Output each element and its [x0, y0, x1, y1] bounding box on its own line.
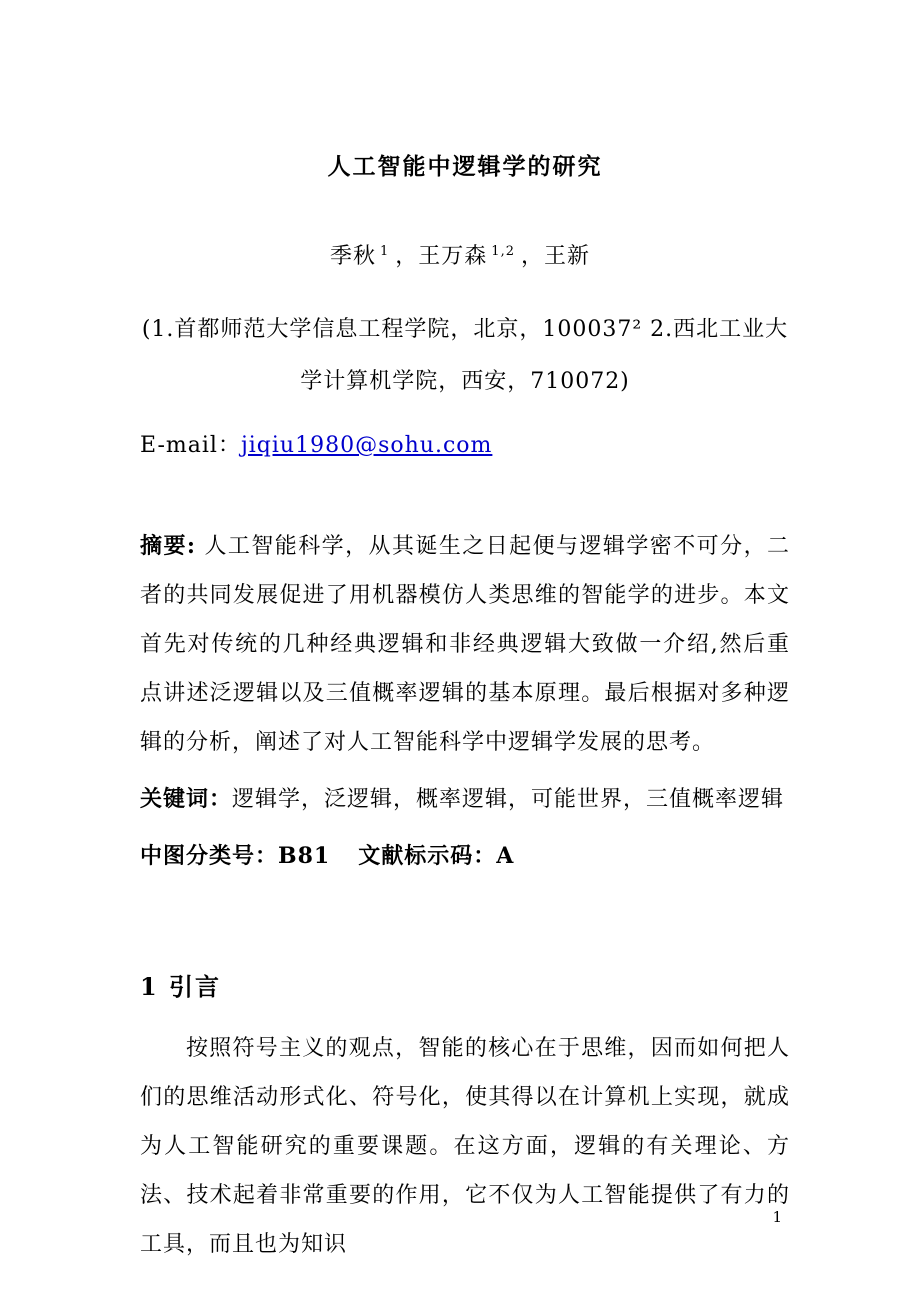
- keywords-text: 逻辑学，泛逻辑，概率逻辑，可能世界，三值概率逻辑: [232, 787, 785, 812]
- page-title: 人工智能中逻辑学的研究: [327, 153, 603, 180]
- keywords-label: 关键词：: [140, 786, 233, 812]
- page-number: 1: [772, 1208, 782, 1226]
- section-heading-introduction: 1 引言: [140, 972, 222, 1001]
- authors-line: [140, 239, 790, 270]
- classification-line: [140, 832, 790, 881]
- author-affiliation-superscript: 1,2: [491, 243, 515, 259]
- author-separator: ，: [395, 244, 419, 269]
- doc-code-value: A: [496, 843, 515, 869]
- author-name: 季秋: [329, 244, 376, 269]
- clc-value: B81: [278, 843, 331, 869]
- affiliation: (1.首都师范大学信息工程学院，北京，100037² 2.西北工业大学计算机学院，西安，710072): [141, 317, 789, 394]
- email-line: [140, 420, 790, 472]
- abstract-paragraph: [140, 522, 790, 767]
- doc-code-label: 文献标示码：: [358, 843, 497, 869]
- keywords-line: [140, 775, 790, 824]
- author-separator: ，: [520, 244, 544, 269]
- abstract-text: 人工智能科学，从其诞生之日起便与逻辑学密不可分，二者的共同发展促进了用机器模仿人类思维的智能学的进步。本文首先对传统的几种经典逻辑和非经典逻辑大致做一介绍,然后重点讲述泛逻辑以及三值概率逻辑的基本原理。最后根据对多种逻辑的分析，阐述了对人工智能科学中逻辑学发展的思考。: [140, 534, 791, 755]
- email-label: E-mail：: [140, 433, 241, 458]
- author-affiliation-superscript: 1: [379, 243, 390, 259]
- author-name: 王新: [544, 244, 591, 269]
- author-name: 王万森: [418, 244, 488, 269]
- email-link[interactable]: jiqiu1980@sohu.com: [240, 433, 493, 458]
- abstract-label: 摘要:: [140, 533, 197, 559]
- intro-paragraph: 按照符号主义的观点，智能的核心在于思维，因而如何把人们的思维活动形式化、符号化，使其得以在计算机上实现，就成为人工智能研究的重要课题。在这方面，逻辑的有关理论、方法、技术起着非常重要的作用，它不仅为人工智能提供了有力的工具，而且也为知识: [140, 1036, 790, 1257]
- clc-label: 中图分类号：: [140, 843, 279, 869]
